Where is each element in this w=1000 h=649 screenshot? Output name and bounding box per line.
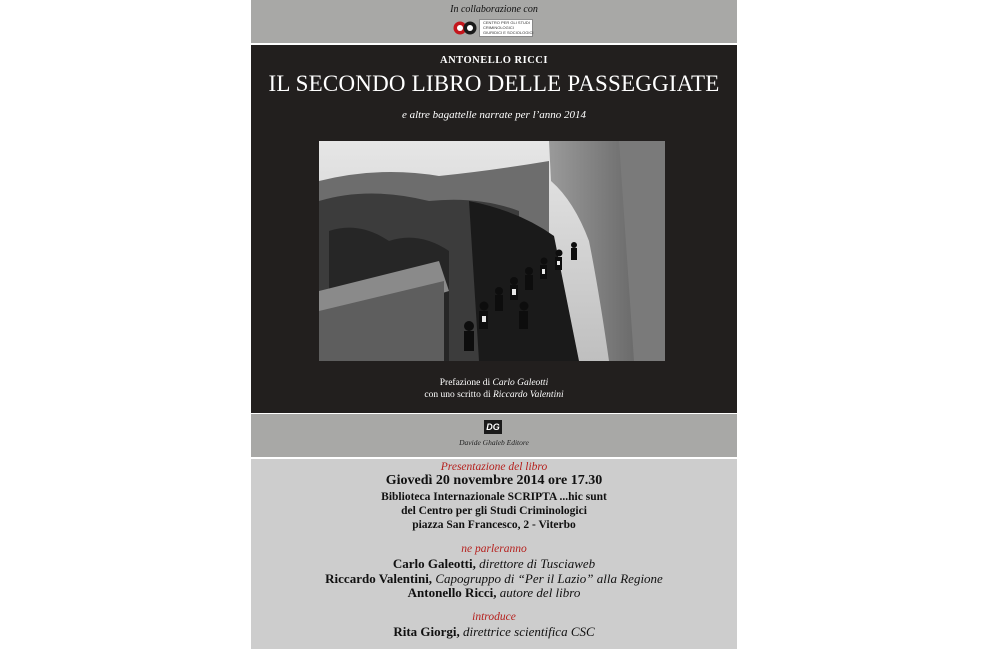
- writing-prefix: con uno scritto di: [424, 390, 491, 400]
- intro-role: direttrice scientifica CSC: [463, 624, 595, 639]
- speaker-name: Antonello Ricci,: [407, 585, 497, 600]
- book-subtitle: e altre bagattelle narrate per l’anno 2014: [401, 109, 587, 121]
- speaker-role: direttore di Tusciaweb: [479, 556, 596, 571]
- book-credits: [251, 377, 737, 401]
- publisher-band: [251, 414, 737, 457]
- publisher-name: Davide Ghaleb Editore: [459, 438, 529, 447]
- speakers-heading: ne parleranno: [461, 543, 527, 555]
- speaker-name: Riccardo Valentini,: [325, 571, 433, 586]
- hikers-photo-illustration: [319, 141, 665, 361]
- preface-author: Carlo Galeotti: [492, 378, 549, 388]
- event-address: piazza San Francesco, 2 - Viterbo: [412, 519, 576, 531]
- cover-photo: [319, 141, 665, 361]
- collaboration-band: [251, 0, 737, 43]
- speaker-item: [251, 585, 737, 601]
- event-poster: [251, 0, 737, 649]
- book-title: IL SECONDO LIBRO DELLE PASSEGGIATE: [268, 71, 720, 96]
- logo-line: CENTRO PER GLI STUDI: [483, 20, 530, 25]
- logo-line: CRIMINOLOGICI: [483, 25, 514, 30]
- speaker-role: Capogruppo di “Per il Lazio” alla Regione: [435, 571, 663, 586]
- event-venue-line-1: Biblioteca Internazionale SCRIPTA ...hic sunt: [381, 491, 607, 503]
- logo-line: GIURIDICI E SOCIOLOGICI: [483, 30, 534, 35]
- preface-line: [251, 377, 737, 389]
- intro-name: Rita Giorgi,: [393, 624, 460, 639]
- book-cover: [251, 45, 737, 413]
- speaker-role: autore del libro: [499, 585, 581, 600]
- event-heading: Presentazione del libro: [440, 461, 548, 473]
- speaker-item: [251, 556, 737, 572]
- speaker-name: Carlo Galeotti,: [392, 556, 476, 571]
- intro-heading: introduce: [472, 611, 516, 623]
- csc-logo-text: [479, 19, 533, 37]
- book-author: ANTONELLO RICCI: [440, 55, 548, 66]
- writing-author: Riccardo Valentini: [492, 390, 564, 400]
- publisher-logo-icon: DG: [484, 420, 502, 434]
- event-info: [251, 459, 737, 649]
- event-date: Giovedì 20 novembre 2014 ore 17.30: [385, 473, 603, 488]
- csc-logo-mark-icon: [453, 20, 479, 36]
- intro-speaker: [251, 624, 737, 640]
- csc-logo: [453, 18, 533, 38]
- event-venue-line-2: del Centro per gli Studi Criminologici: [401, 505, 587, 517]
- collaboration-text: In collaborazione con: [450, 4, 538, 15]
- preface-prefix: Prefazione di: [439, 378, 491, 388]
- writing-line: [251, 389, 737, 401]
